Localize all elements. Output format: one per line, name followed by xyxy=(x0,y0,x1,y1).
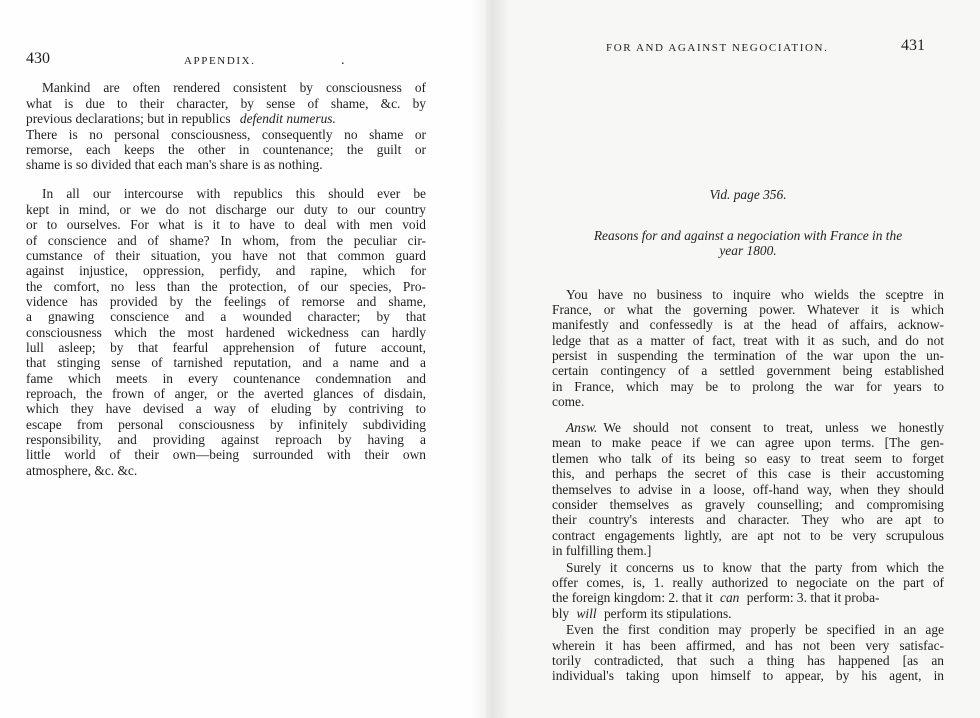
text-line: kept in mind, or we do not discharge our duty to our country xyxy=(26,202,426,217)
text-line: responsibility, and providing against reproach by having a xyxy=(26,432,426,447)
text-line: certain contingency of a settled government being established xyxy=(552,363,944,378)
text-line: which they have devised a way of eluding by contriving to xyxy=(26,401,426,416)
text-line: their country's interests and character. They who are apt to xyxy=(552,512,944,527)
text-line: this, and perhaps the secret of this case is their accustoming xyxy=(552,466,944,481)
text-line: of conscience and of shame? In whom, from the peculiar cir- xyxy=(26,233,426,248)
text-line: contract engagements lightly, are apt not to be very scrupulous xyxy=(552,528,944,543)
text-line: a gnawing conscience and a wounded character; by that xyxy=(26,309,426,324)
text-line: manifestly and confessedly is at the head of affairs, acknow- xyxy=(552,317,944,332)
text-line: vidence has provided by the feelings of remorse and shame, xyxy=(26,294,426,309)
heading-line: year 1800. xyxy=(719,243,777,258)
text-line: themselves to advise in a loose, off-hand way, when they should xyxy=(552,482,944,497)
text-line: fame which meets in every countenance condemnation and xyxy=(26,371,426,386)
text-line: You have no business to inquire who wields the sceptre in xyxy=(566,287,944,302)
text-line: reproach, the frown of anger, or the averted glances of disdain, xyxy=(26,386,426,401)
text-line: cumstance of their situation, you have not that common guard xyxy=(26,248,426,263)
text-line xyxy=(552,606,944,621)
text-span: We should not consent to treat, unless we honestly xyxy=(603,420,944,435)
text-line: shame is so divided that each man's share is as nothing. xyxy=(26,157,323,172)
text-line: offer comes, is, 1. really authorized to negociate on the part of xyxy=(552,575,944,590)
text-line: the comfort, no less than the protection, of our species, Pro- xyxy=(26,279,426,294)
italic-span: can xyxy=(720,590,740,605)
left-page xyxy=(0,0,486,718)
vid-reference: Vid. page 356. xyxy=(709,187,787,202)
text-line: tlemen who talk of its being so easy to treat seem to forget xyxy=(552,451,944,466)
text-span: bly xyxy=(552,606,570,621)
text-line: in France, which may be to prolong the war for years to xyxy=(552,379,944,394)
italic-span: defendit numerus. xyxy=(239,111,336,126)
left-running-head: APPENDIX. xyxy=(184,55,256,67)
text-line: in fulfilling them.] xyxy=(552,543,652,558)
text-line: France, or what the governing power. Whatever it is which xyxy=(552,302,944,317)
heading-line: Reasons for and against a negociation with France in the xyxy=(593,228,903,243)
text-line: Surely it concerns us to know that the party from which the xyxy=(566,560,944,575)
text-line: persist in suspending the termination of the war upon the un- xyxy=(552,348,944,363)
text-line: consciousness which the most hardened wickedness can hardly xyxy=(26,325,426,340)
text-span: perform its stipulations. xyxy=(603,606,732,621)
text-line: Mankind are often rendered consistent by consciousness of xyxy=(42,80,426,95)
text-line: come. xyxy=(552,394,585,409)
text-line: wherein it has been affirmed, and has not been very satisfac- xyxy=(552,638,944,653)
text-line: ledge that as a matter of fact, treat with it as such, and do not xyxy=(552,333,944,348)
text-line: remorse, each keeps the other in countenance; the guilt or xyxy=(26,142,426,157)
text-line: escape from personal consciousness by infinitely subdividing xyxy=(26,417,426,432)
text-line: little world of their own—being surrounded with their own xyxy=(26,447,426,462)
stray-mark: . xyxy=(341,53,345,68)
text-line: against injustice, oppression, perfidy, and rapine, which for xyxy=(26,263,426,278)
text-line: In all our intercourse with republics this should ever be xyxy=(42,186,426,201)
text-line: what is due to their character, by sense of shame, &c. by xyxy=(26,96,426,111)
text-line: or to ourselves. For what is it to have to deal with men void xyxy=(26,217,426,232)
right-page-number: 431 xyxy=(901,37,925,54)
left-page-number: 430 xyxy=(26,50,50,67)
right-running-head: FOR AND AGAINST NEGOCIATION. xyxy=(606,42,829,54)
text-line xyxy=(26,111,426,126)
text-line xyxy=(552,590,944,605)
text-line: that stinging sense of tarnished reputation, and a name and a xyxy=(26,355,426,370)
text-line: individual's taking upon himself to appear, by his agent, in xyxy=(552,668,944,683)
text-line: atmosphere, &c. &c. xyxy=(26,463,138,478)
italic-span: will xyxy=(576,606,597,621)
text-line: torily contradicted, that such a thing has happened [as an xyxy=(552,653,944,668)
text-span: previous declarations; but in republics xyxy=(26,111,231,126)
text-line: Even the first condition may properly be specified in an age xyxy=(566,622,944,637)
text-line: There is no personal consciousness, consequently no shame or xyxy=(26,127,426,142)
text-line: consider themselves as gravely counselling; and compromising xyxy=(552,497,944,512)
answer-label: Answ. xyxy=(566,420,598,435)
text-line xyxy=(566,420,944,435)
text-span: the foreign kingdom: 2. that it xyxy=(552,590,713,605)
text-line: lull asleep; by that fearful apprehension of future account, xyxy=(26,340,426,355)
text-span: perform: 3. that it proba- xyxy=(746,590,880,605)
right-page xyxy=(486,0,980,718)
text-line: mean to make peace if we can agree upon terms. [The gen- xyxy=(552,435,944,450)
